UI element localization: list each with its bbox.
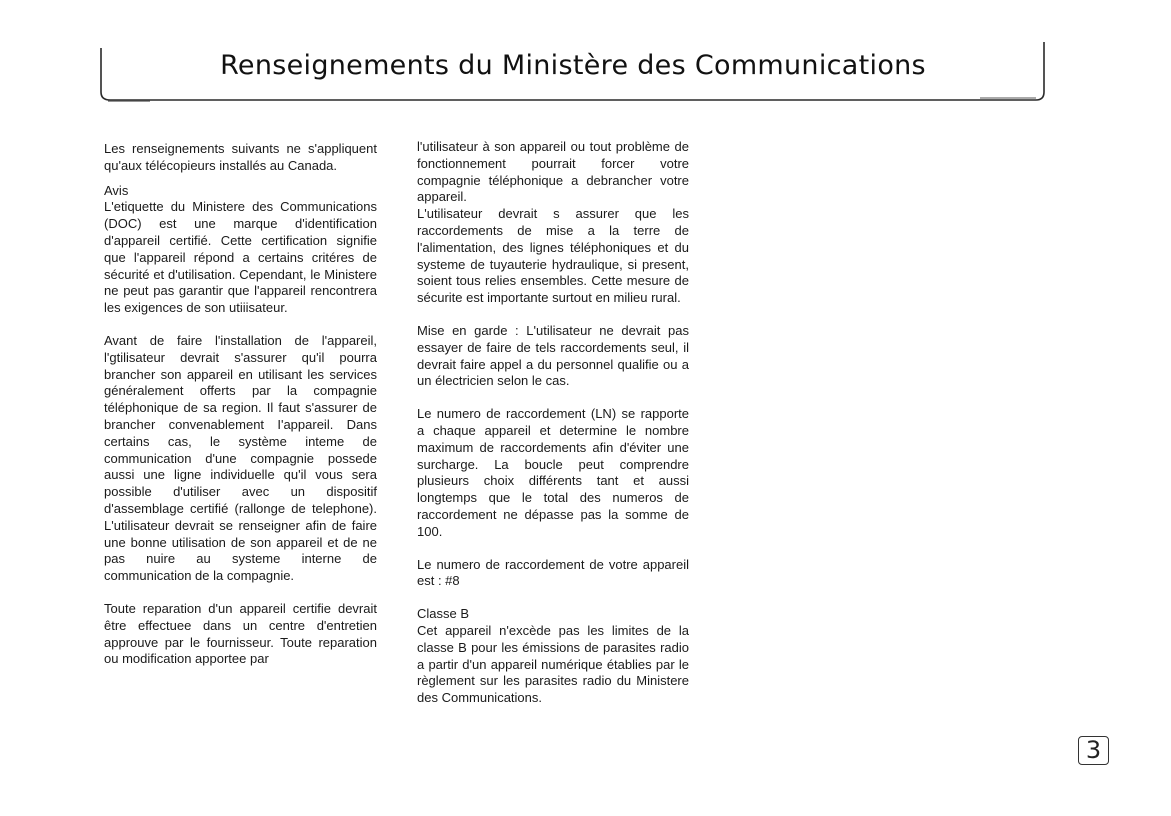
installation-paragraph: Avant de faire l'installation de l'appareil, l'gtilisateur devrait s'assurer qu'il pourra brancher son appareil en utilisant les services généralement offerts par la compagnie téléphonique de sa region. Il faut s'assurer de brancher convenablement I'appareil. Dans certains cas, le système inteme de communication d'une compagnie possede aussi une ligne individuelle qu'il vous sera possible d'utiliser avec un dispositif d'assemblage certifié (rallonge de telephone). L'utilisateur devrait se renseigner afin de faire une bonne utilisation de son appareil et de ne pas nuire au systeme interne de communication de la compagnie. — [104, 332, 377, 584]
avis-heading: Avis — [104, 182, 129, 198]
raccordement-terre-paragraph: L'utilisateur devrait s assurer que les raccordements de mise a la terre de l'alimentation, des lignes téléphoniques et du systeme de tuyauterie hydraulique, si present, soient tous relies ensembles. Cette mesure de sécurite est importante surtout en milieu rural. — [417, 206, 689, 306]
avis-paragraph: L'etiquette du Ministere des Communications (DOC) est une marque d'identification d'appareil certifié. Cette certification signifie que l'appareil répond a certains critéres de sécurité et d'utilisation. Cependant, le Ministere ne peut pas garantir que l'appareil rencontrera les exigences de son utiiisateur. — [104, 199, 377, 316]
intro-paragraph: Les renseignements suivants ne s'appliquent qu'aux télécopieurs installés au Canada. — [104, 141, 377, 173]
page-number: 3 — [1078, 736, 1109, 765]
reparation-continued-paragraph: l'utilisateur à son appareil ou tout problème de fonctionnement pourrait forcer votre compagnie téléphonique a debrancher votre appareil. — [417, 139, 689, 205]
mise-en-garde-paragraph: Mise en garde : L'utilisateur ne devrait pas essayer de faire de tels raccordements seul, il devrait faire appel a du personnel qualifie ou a un électricien selon le cas. — [417, 322, 689, 389]
reparation-paragraph: Toute reparation d'un appareil certifie devrait être effectuee dans un centre d'entretien approuve par le fournisseur. Toute reparation ou modification apportee par — [104, 600, 377, 667]
classe-heading: Classe B — [417, 606, 470, 622]
right-column — [417, 139, 689, 707]
classe-paragraph: Cet appareil n'excède pas les limites de la classe B pour les émissions de parasites radio a partir d'un appareil numérique établies par le règlement sur les parasites radio du Ministere des Communications. — [417, 622, 689, 706]
ln-paragraph: Le numero de raccordement (LN) se rapporte a chaque appareil et determine le nombre maximum de raccordements afin d'éviter une surcharge. La boucle peut comprendre plusieurs choix différents tant et aussi longtemps que le total des numeros de raccordement ne dépasse pas la somme de 100. — [417, 406, 689, 539]
left-column — [104, 141, 377, 668]
page-title: Renseignements du Ministère des Communications — [220, 50, 926, 81]
ln-value-paragraph: Le numero de raccordement de votre appareil est : #8 — [417, 556, 689, 589]
